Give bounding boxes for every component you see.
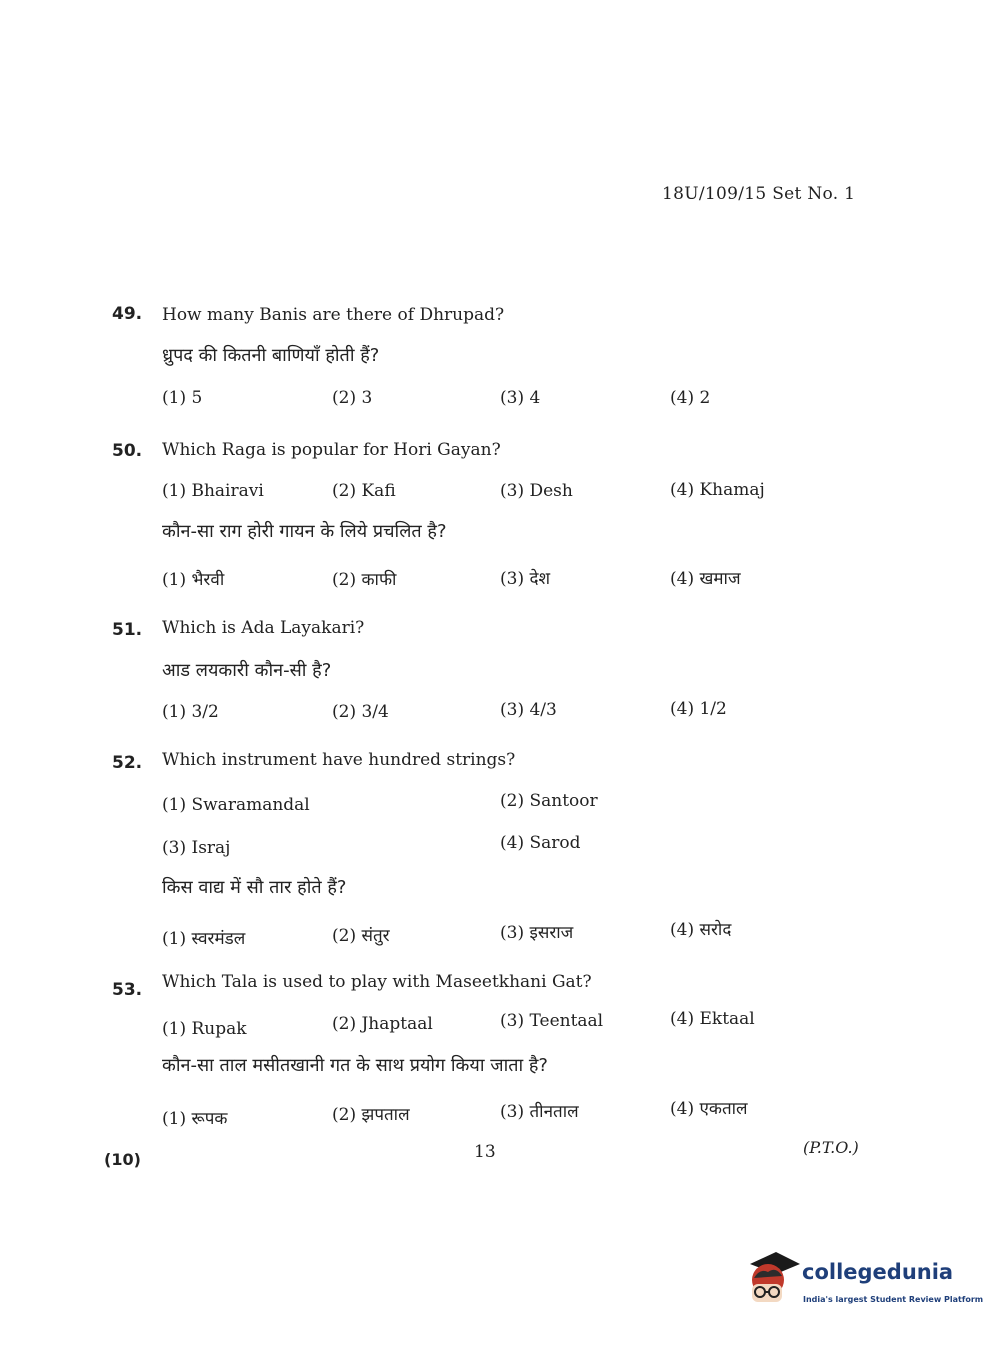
question-number: 52. [112, 753, 143, 773]
option-4: (4) 2 [670, 388, 711, 408]
option-1-hindi: (1) रूपक [162, 1109, 228, 1129]
option-3-hindi: (3) देश [500, 569, 551, 589]
option-3-english: (3) Desh [500, 481, 573, 501]
question-text-english: Which is Ada Layakari? [162, 618, 365, 638]
option-3: (3) 4/3 [500, 700, 557, 720]
option-2-hindi: (2) संतुर [332, 926, 390, 946]
mascot-icon [742, 1250, 802, 1310]
option-3-english: (3) Teentaal [500, 1011, 604, 1031]
option-1-english: (1) Rupak [162, 1019, 247, 1039]
question-text-hindi: ध्रुपद की कितनी बाणियाँ होती हैं? [162, 345, 380, 366]
option-2: (2) 3/4 [332, 702, 389, 722]
option-3-hindi: (3) तीनताल [500, 1102, 579, 1122]
option-2-english: (2) Santoor [500, 791, 598, 811]
collegedunia-logo [742, 1250, 984, 1310]
option-1-english: (1) Swaramandal [162, 795, 310, 815]
question-text-english: Which instrument have hundred strings? [162, 750, 516, 770]
question-text-english: Which Raga is popular for Hori Gayan? [162, 440, 501, 460]
option-1-hindi: (1) स्वरमंडल [162, 929, 246, 949]
brand-name: collegedunia [802, 1260, 954, 1284]
option-2: (2) 3 [332, 388, 373, 408]
question-text-hindi: आड लयकारी कौन-सी है? [162, 660, 332, 681]
question-text-hindi: कौन-सा राग होरी गायन के लिये प्रचलित है? [162, 521, 447, 542]
option-4-hindi: (4) सरोद [670, 920, 732, 940]
option-4: (4) 1/2 [670, 699, 727, 719]
option-4-english: (4) Ektaal [670, 1009, 755, 1029]
option-1: (1) 3/2 [162, 702, 219, 722]
option-4-english: (4) Sarod [500, 833, 581, 853]
option-4-hindi: (4) एकताल [670, 1099, 748, 1119]
option-2-english: (2) Kafi [332, 481, 396, 501]
option-2-english: (2) Jhaptaal [332, 1014, 433, 1034]
option-3-english: (3) Israj [162, 838, 231, 858]
option-1: (1) 5 [162, 388, 203, 408]
question-number: 49. [112, 304, 143, 324]
question-text-english: Which Tala is used to play with Maseetkhani Gat? [162, 972, 592, 992]
option-2-hindi: (2) काफी [332, 570, 397, 590]
page-number: 13 [474, 1142, 496, 1162]
question-text-hindi: किस वाद्य में सौ तार होते हैं? [162, 877, 347, 898]
brand-tagline: India's largest Student Review Platform [803, 1295, 984, 1304]
question-number: 53. [112, 980, 143, 1000]
option-2-hindi: (2) झपताल [332, 1105, 410, 1125]
pto-label: (P.T.O.) [803, 1138, 859, 1157]
option-1-hindi: (1) भैरवी [162, 570, 225, 590]
footer-paper-code: (10) [104, 1150, 141, 1169]
header-code: 18U/109/15 Set No. 1 [662, 184, 856, 204]
option-3: (3) 4 [500, 388, 541, 408]
question-number: 50. [112, 441, 143, 461]
question-number: 51. [112, 620, 143, 640]
option-3-hindi: (3) इसराज [500, 923, 574, 943]
question-text-hindi: कौन-सा ताल मसीतखानी गत के साथ प्रयोग किया जाता है? [162, 1055, 548, 1076]
option-1-english: (1) Bhairavi [162, 481, 264, 501]
question-text-english: How many Banis are there of Dhrupad? [162, 305, 505, 325]
option-4-hindi: (4) खमाज [670, 569, 741, 589]
option-4-english: (4) Khamaj [670, 480, 765, 500]
